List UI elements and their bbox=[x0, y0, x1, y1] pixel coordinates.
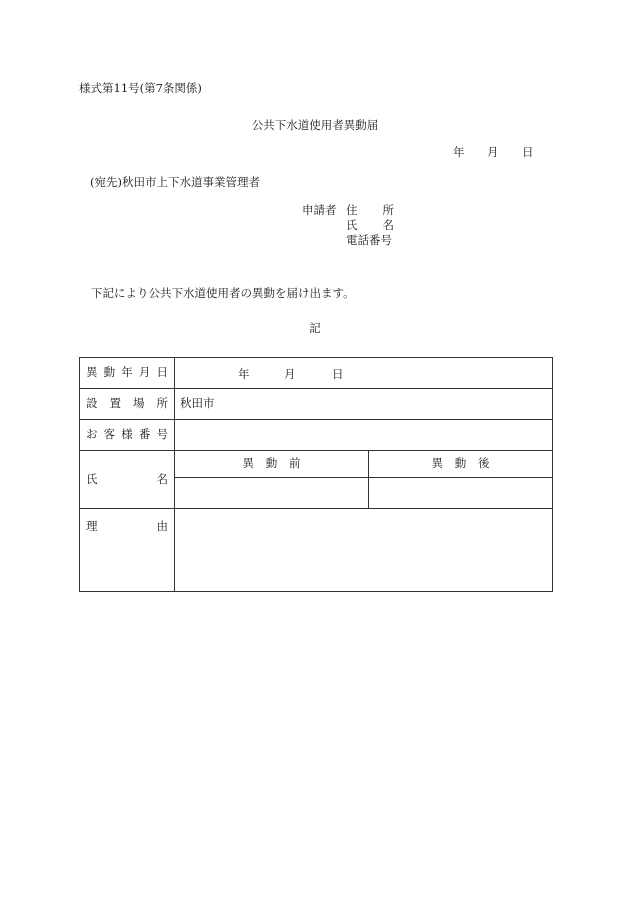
label-char: 理 bbox=[86, 519, 98, 533]
label-char: 日 bbox=[156, 365, 168, 380]
label-char: 月 bbox=[138, 365, 151, 380]
header-char: 後 bbox=[478, 456, 490, 471]
applicant-address-field bbox=[346, 205, 394, 217]
date-year-label: 年 bbox=[453, 145, 465, 159]
location-value: 秋田市 bbox=[180, 396, 215, 411]
label-char: 異 bbox=[86, 365, 98, 380]
addressee: (宛先)秋田市上下水道事業管理者 bbox=[90, 175, 260, 189]
label-char: 動 bbox=[103, 365, 116, 380]
change-date-label bbox=[80, 358, 175, 389]
label-char: 様 bbox=[121, 427, 133, 442]
row-customer-number bbox=[80, 420, 553, 451]
name-label bbox=[80, 451, 175, 509]
change-date-year: 年 bbox=[238, 367, 250, 381]
reason-label bbox=[80, 509, 175, 592]
body-text: 下記により公共下水道使用者の異動を届け出ます。 bbox=[91, 286, 355, 300]
ki-heading: 記 bbox=[309, 321, 321, 335]
label-char: 由 bbox=[156, 519, 168, 533]
reason-input[interactable] bbox=[175, 509, 553, 592]
change-date-day: 日 bbox=[332, 367, 344, 381]
applicant-name-field bbox=[346, 220, 394, 232]
before-change-header bbox=[175, 451, 369, 478]
row-change-date bbox=[80, 358, 553, 389]
name-before-input[interactable] bbox=[175, 478, 369, 509]
document-title: 公共下水道使用者異動届 bbox=[251, 118, 379, 132]
date-day-label: 日 bbox=[522, 145, 534, 159]
change-date-month: 月 bbox=[284, 367, 296, 381]
address-char-2: 所 bbox=[382, 203, 394, 217]
applicant-label: 申請者 bbox=[302, 203, 337, 217]
label-char: 所 bbox=[156, 396, 168, 411]
label-char: 名 bbox=[156, 471, 168, 486]
customer-number-input[interactable] bbox=[175, 420, 553, 451]
header-char: 前 bbox=[289, 456, 301, 471]
label-char: 氏 bbox=[86, 471, 98, 486]
header-char: 動 bbox=[265, 456, 278, 471]
label-char: 年 bbox=[121, 365, 133, 380]
label-char: 号 bbox=[156, 427, 168, 442]
after-change-header bbox=[369, 451, 553, 478]
customer-number-label bbox=[80, 420, 175, 451]
name-char-2: 名 bbox=[382, 218, 394, 232]
header-char: 異 bbox=[431, 456, 443, 471]
applicant-phone-field: 電話番号 bbox=[346, 233, 392, 247]
form-number: 様式第11号(第7条関係) bbox=[79, 81, 202, 95]
label-char: 番 bbox=[138, 427, 151, 442]
label-char: お bbox=[86, 427, 98, 442]
label-char: 置 bbox=[109, 396, 121, 411]
name-after-input[interactable] bbox=[369, 478, 553, 509]
label-char: 客 bbox=[103, 427, 116, 442]
row-location bbox=[80, 389, 553, 420]
location-label bbox=[80, 389, 175, 420]
header-char: 異 bbox=[242, 456, 254, 471]
address-char-1: 住 bbox=[346, 203, 358, 217]
row-name-header bbox=[80, 451, 553, 478]
name-char-1: 氏 bbox=[346, 218, 358, 232]
location-input[interactable] bbox=[175, 389, 553, 420]
header-char: 動 bbox=[454, 456, 467, 471]
label-char: 場 bbox=[133, 396, 145, 411]
date-month-label: 月 bbox=[487, 145, 499, 159]
row-reason bbox=[80, 509, 553, 592]
change-form-table bbox=[79, 357, 553, 592]
change-date-input[interactable] bbox=[175, 358, 553, 389]
label-char: 設 bbox=[86, 396, 98, 411]
